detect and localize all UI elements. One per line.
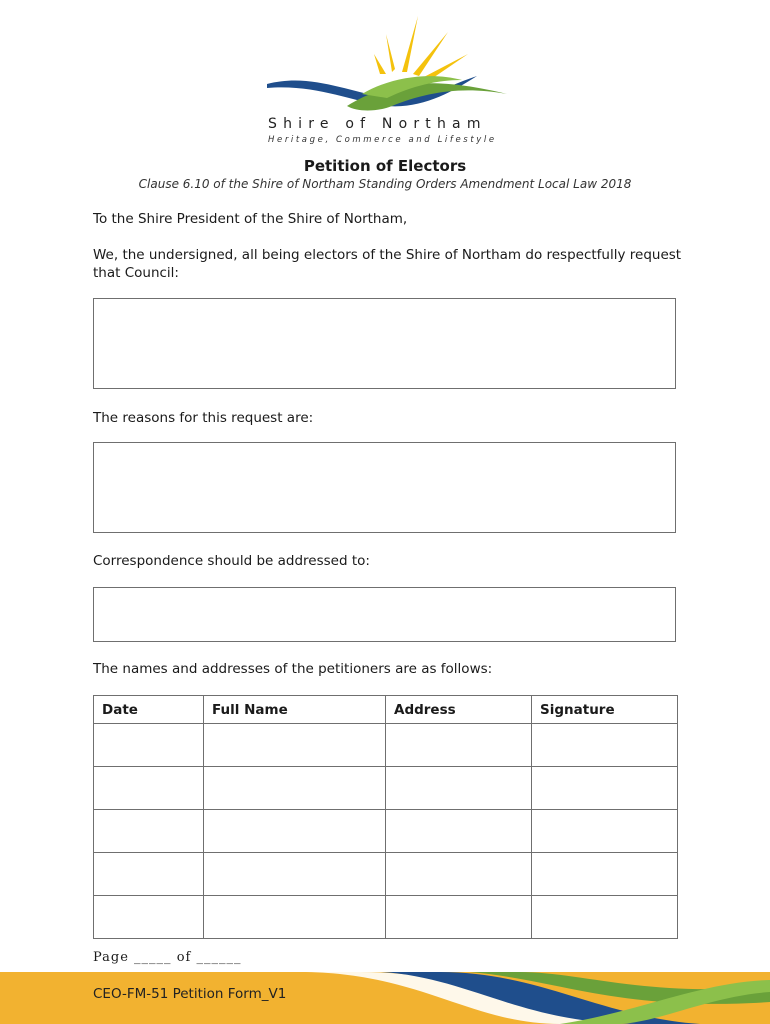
signature-cell[interactable] [532, 810, 678, 853]
full-name-cell[interactable] [204, 810, 386, 853]
table-row [94, 853, 678, 896]
page-title: Petition of Electors [303, 157, 467, 175]
column-header-address: Address [386, 696, 532, 724]
date-cell[interactable] [94, 853, 204, 896]
form-id-label: CEO-FM-51 Petition Form_V1 [93, 986, 287, 1002]
table-row [94, 724, 678, 767]
signature-cell[interactable] [532, 724, 678, 767]
table-row [94, 767, 678, 810]
org-tagline: Heritage, Commerce and Lifestyle [268, 135, 497, 145]
date-cell[interactable] [94, 724, 204, 767]
date-cell[interactable] [94, 810, 204, 853]
column-header-full-name: Full Name [204, 696, 386, 724]
column-header-signature: Signature [532, 696, 678, 724]
signature-cell[interactable] [532, 853, 678, 896]
full-name-cell[interactable] [204, 853, 386, 896]
date-cell[interactable] [94, 896, 204, 939]
reasons-field[interactable] [93, 442, 676, 533]
signature-cell[interactable] [532, 767, 678, 810]
page-subtitle: Clause 6.10 of the Shire of Northam Standing Orders Amendment Local Law 2018 [138, 177, 632, 191]
org-name: Shire of Northam [268, 116, 487, 132]
table-header-row [94, 696, 678, 724]
table-row [94, 810, 678, 853]
request-intro-text: We, the undersigned, all being electors of the Shire of Northam do respectfully request that Council: [93, 247, 682, 281]
full-name-cell[interactable] [204, 767, 386, 810]
page-counter: Page _____ of ______ [93, 950, 242, 965]
reasons-label: The reasons for this request are: [93, 410, 314, 426]
petitioners-table [93, 695, 678, 939]
request-field[interactable] [93, 298, 676, 389]
address-cell[interactable] [386, 853, 532, 896]
address-cell[interactable] [386, 896, 532, 939]
addressee-text: To the Shire President of the Shire of Northam, [93, 211, 408, 227]
full-name-cell[interactable] [204, 724, 386, 767]
date-cell[interactable] [94, 767, 204, 810]
sun-rays-icon [374, 16, 468, 82]
correspondence-field[interactable] [93, 587, 676, 642]
column-header-date: Date [94, 696, 204, 724]
address-cell[interactable] [386, 810, 532, 853]
address-cell[interactable] [386, 724, 532, 767]
petitioners-label: The names and addresses of the petitioners are as follows: [93, 661, 493, 677]
address-cell[interactable] [386, 767, 532, 810]
correspondence-label: Correspondence should be addressed to: [93, 553, 370, 569]
signature-cell[interactable] [532, 896, 678, 939]
full-name-cell[interactable] [204, 896, 386, 939]
table-row [94, 896, 678, 939]
